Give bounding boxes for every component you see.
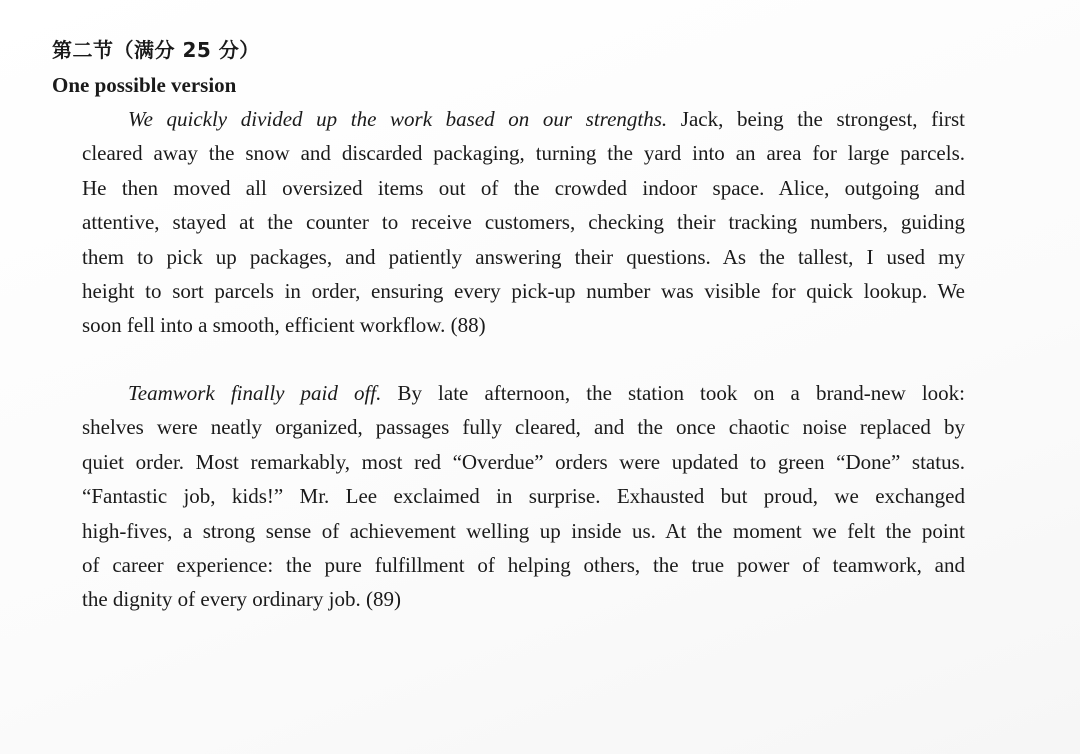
paragraph-line: soon fell into a smooth, efficient workflow. (88) <box>82 313 486 338</box>
topic-sentence: We quickly divided up the work based on our strengths. <box>128 107 668 131</box>
paragraph-line: He then moved all oversized items out of the crowded indoor space. Alice, outgoing and <box>82 175 965 200</box>
paragraph-2 <box>82 376 965 617</box>
version-title: One possible version <box>52 73 237 97</box>
line-text: By late afternoon, the station took on a brand-new look: <box>381 381 965 405</box>
paragraph-line: quiet order. Most remarkably, most red “Overdue” orders were updated to green “Done” status. <box>82 449 965 474</box>
topic-sentence: Teamwork finally paid off. <box>128 381 382 405</box>
paragraph-1 <box>82 102 965 343</box>
line-text: Jack, being the strongest, first <box>667 107 965 131</box>
section-heading: 第二节（满分 25 分） <box>52 38 260 62</box>
paragraph-line: the dignity of every ordinary job. (89) <box>82 587 401 612</box>
paragraph-line: them to pick up packages, and patiently answering their questions. As the tallest, I used my <box>82 244 965 269</box>
paragraph-line: shelves were neatly organized, passages fully cleared, and the once chaotic noise replaced by <box>82 415 965 440</box>
paragraph-line: attentive, stayed at the counter to receive customers, checking their tracking numbers, guiding <box>82 210 965 235</box>
paragraph-line <box>82 376 965 410</box>
paragraph-line: “Fantastic job, kids!” Mr. Lee exclaimed in surprise. Exhausted but proud, we exchanged <box>82 484 965 509</box>
paragraph-line: cleared away the snow and discarded packaging, turning the yard into an area for large parcels. <box>82 141 965 166</box>
paragraph-line: high-fives, a strong sense of achievement welling up inside us. At the moment we felt the point <box>82 518 965 543</box>
paragraph-line <box>82 102 965 136</box>
paragraph-line: of career experience: the pure fulfillment of helping others, the true power of teamwork, and <box>82 552 965 577</box>
paragraph-line: height to sort parcels in order, ensuring every pick-up number was visible for quick lookup. We <box>82 278 965 303</box>
